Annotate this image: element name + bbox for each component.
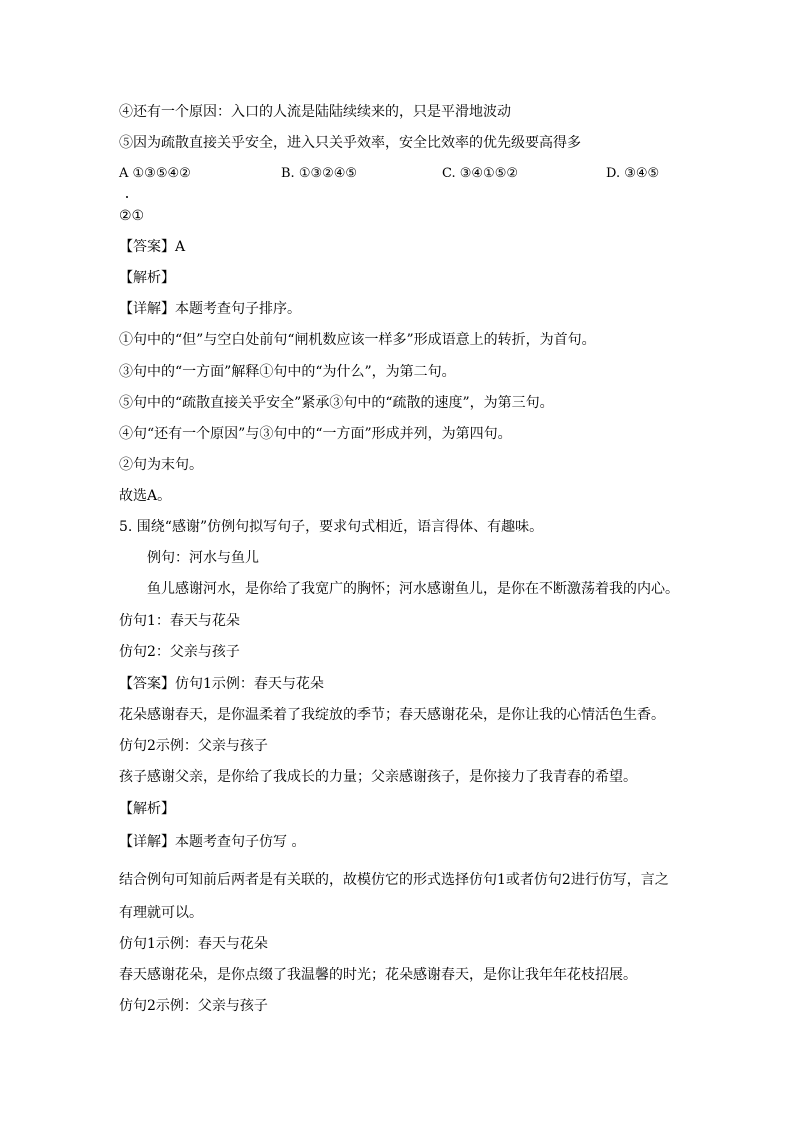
text-line: 仿句2示例：父亲与孩子: [119, 738, 268, 754]
text-line: ②①: [119, 208, 145, 224]
answer-label: 【答案】仿句1示例：春天与花朵: [119, 676, 324, 692]
prompt-2: 仿句2：父亲与孩子: [119, 644, 240, 660]
prompt-1: 仿句1：春天与花朵: [119, 613, 240, 629]
text-line: 孩子感谢父亲，是你给了我成长的力量；父亲感谢孩子，是你接力了我青春的希望。: [119, 769, 637, 785]
emphasis-dot: [126, 196, 128, 198]
question-title: 5. 围绕“感谢”仿例句拟写句子，要求句式相近，语言得体、有趣味。: [119, 519, 544, 535]
detail-heading: 【详解】本题考查句子排序。: [119, 301, 301, 317]
option-b: B. ①③②④⑤: [281, 166, 358, 181]
option-a: A ①③⑤④②: [119, 166, 191, 181]
text-line: 春天感谢花朵，是你点缀了我温馨的时光；花朵感谢春天，是你让我年年花枝招展。: [119, 967, 637, 983]
example-label: 例句：河水与鱼儿: [147, 550, 259, 566]
text-line: 结合例句可知前后两者是有关联的，故模仿它的形式选择仿句1或者仿句2进行仿写，言之: [119, 872, 669, 888]
analysis-heading: 【解析】: [119, 270, 175, 286]
text-line: ②句为末句。: [119, 457, 203, 473]
text-line: ⑤句中的“疏散直接关乎安全”紧承③句中的“疏散的速度”，为第三句。: [119, 395, 554, 411]
detail-heading: 【详解】本题考查句子仿写 。: [119, 834, 306, 850]
text-line: ③句中的“一方面”解释①句中的“为什么”，为第二句。: [119, 364, 456, 380]
text-line: ④还有一个原因：入口的人流是陆陆续续来的，只是平滑地波动: [119, 104, 511, 120]
analysis-heading: 【解析】: [119, 801, 175, 817]
option-c: C. ③④①⑤②: [442, 166, 519, 181]
text-line: 故选A。: [119, 488, 172, 504]
text-line: ①句中的“但”与空白处前句“闸机数应该一样多”形成语意上的转折，为首句。: [119, 332, 596, 348]
answer-label: 【答案】A: [119, 239, 186, 255]
text-line: 仿句2示例：父亲与孩子: [119, 998, 268, 1014]
text-line: 仿句1示例：春天与花朵: [119, 936, 268, 952]
example-sentence: 鱼儿感谢河水，是你给了我宽广的胸怀；河水感谢鱼儿，是你在不断激荡着我的内心。: [147, 581, 679, 597]
text-line: 花朵感谢春天，是你温柔着了我绽放的季节；春天感谢花朵，是你让我的心情活色生香。: [119, 707, 665, 723]
text-line: ④句“还有一个原因”与③句中的“一方面”形成并列，为第四句。: [119, 426, 512, 442]
text-line: 有理就可以。: [119, 905, 203, 921]
text-line: ⑤因为疏散直接关乎安全，进入只关乎效率，安全比效率的优先级要高得多: [119, 135, 581, 151]
option-d: D. ③④⑤: [606, 166, 660, 181]
